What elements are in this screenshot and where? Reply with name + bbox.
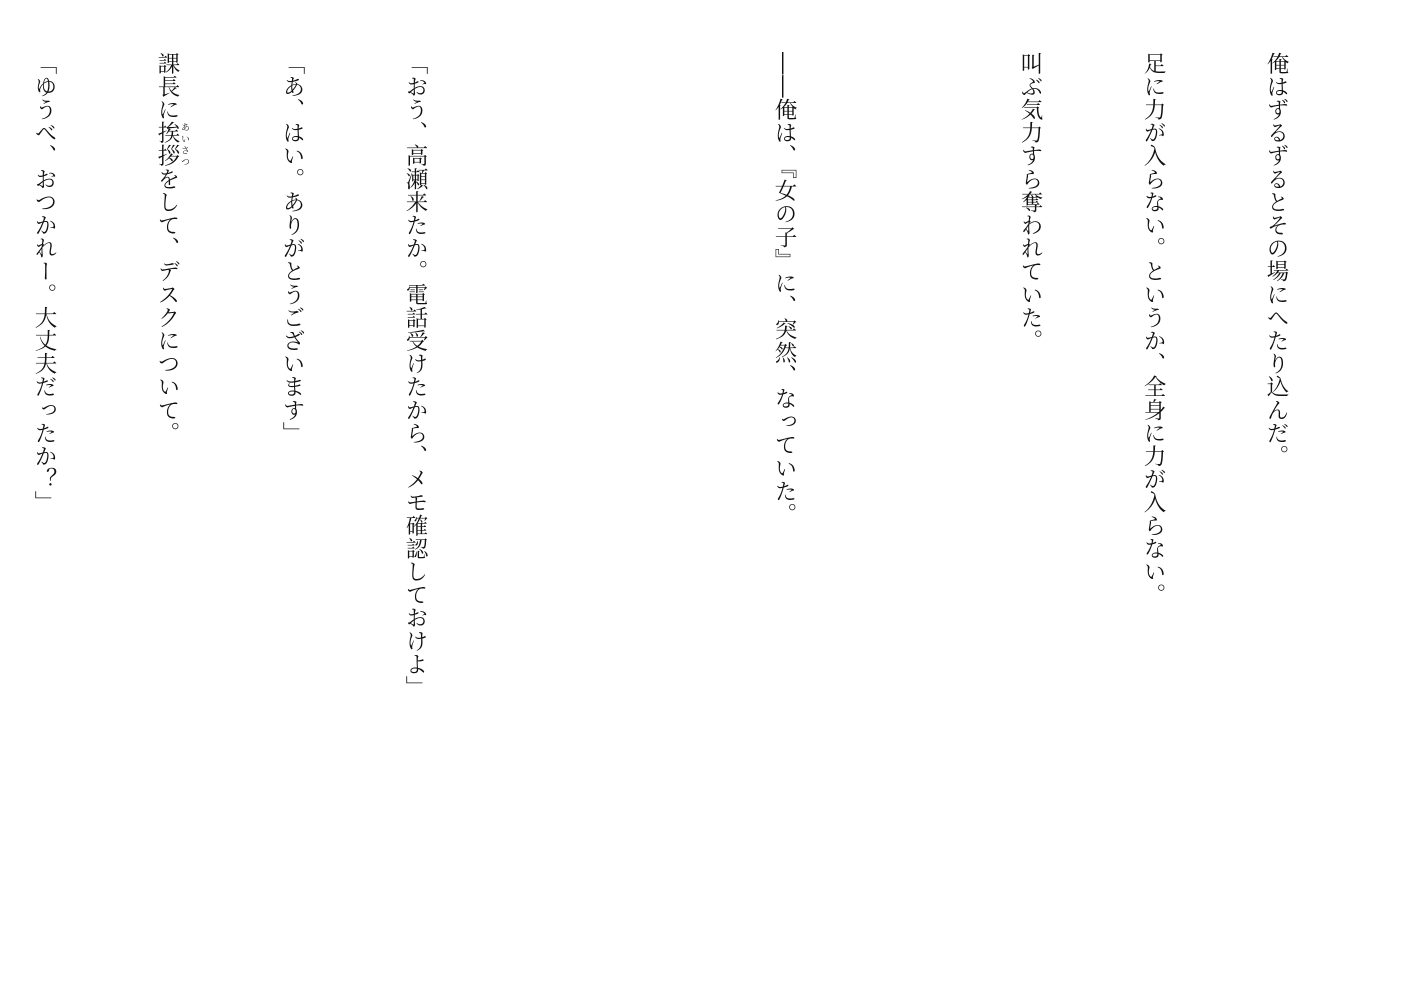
blank-line	[640, 52, 681, 53]
text-line: 「おう、高瀬来たか。電話受けたから、メモ確認しておけよ」	[402, 52, 428, 699]
furigana-word: 挨拶 あいさつ	[154, 121, 189, 168]
vertical-text-body	[0, 52, 1378, 972]
furigana-reading: あいさつ	[179, 121, 189, 168]
text-line: ――俺は、『女の子』に、突然、なっていた。	[771, 52, 797, 526]
text-line: 叫ぶ気力すら奪われていた。	[1017, 52, 1043, 353]
blank-line	[886, 52, 927, 53]
text-line: 「あ、はい。ありがとうございます」	[279, 52, 305, 445]
text-line: 「ゆうべ、おつかれー。大丈夫だったか？」	[31, 52, 57, 514]
text-line: 足に力が入らない。というか、全身に力が入らない。	[1140, 52, 1166, 607]
text-line: 俺はずるずるとその場にへたり込んだ。	[1263, 52, 1289, 468]
blank-line	[517, 52, 558, 53]
text-line: 課長に挨拶 あいさつをして、デスクについて。	[154, 52, 189, 445]
